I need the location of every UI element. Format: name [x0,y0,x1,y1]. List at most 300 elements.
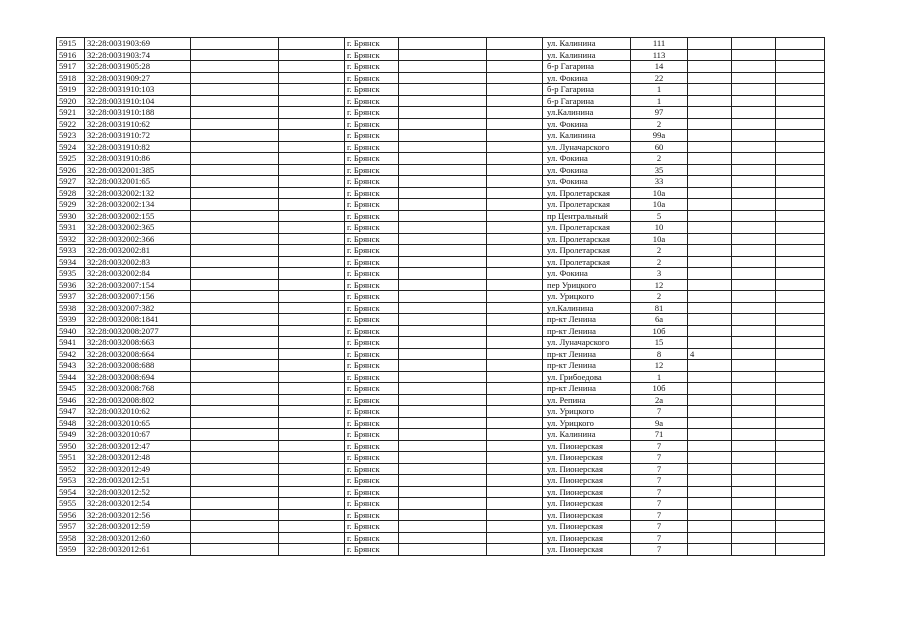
empty-cell [487,164,543,176]
cadastral-number: 32:28:0032002:132 [85,187,191,199]
table-row [57,279,825,291]
street-name: б-р Гагарина [543,84,631,96]
street-name: ул. Пионерская [543,532,631,544]
house-number: 113 [631,49,688,61]
empty-cell [191,199,279,211]
street-name: ул. Калинина [543,130,631,142]
street-name: ул. Калинина [543,38,631,50]
city-name: г. Брянск [345,291,399,303]
empty-cell [776,176,825,188]
empty-cell [732,199,776,211]
empty-cell [191,532,279,544]
extra-value [688,279,732,291]
empty-cell [732,176,776,188]
row-number: 5943 [57,360,85,372]
city-name: г. Брянск [345,130,399,142]
city-name: г. Брянск [345,107,399,119]
empty-cell [776,417,825,429]
extra-value [688,498,732,510]
house-number: 7 [631,521,688,533]
empty-cell [279,153,345,165]
table-row [57,95,825,107]
cadastral-number: 32:28:0032002:84 [85,268,191,280]
cadastral-number: 32:28:0031910:86 [85,153,191,165]
empty-cell [487,141,543,153]
empty-cell [487,291,543,303]
empty-cell [487,486,543,498]
extra-value [688,383,732,395]
house-number: 9а [631,417,688,429]
empty-cell [399,107,487,119]
empty-cell [399,429,487,441]
extra-value [688,187,732,199]
empty-cell [279,268,345,280]
table-row [57,417,825,429]
city-name: г. Брянск [345,394,399,406]
empty-cell [191,509,279,521]
cadastral-number: 32:28:0032002:366 [85,233,191,245]
empty-cell [191,49,279,61]
cadastral-number: 32:28:0031909:27 [85,72,191,84]
city-name: г. Брянск [345,61,399,73]
empty-cell [191,302,279,314]
empty-cell [191,475,279,487]
empty-cell [279,245,345,257]
house-number: 35 [631,164,688,176]
empty-cell [732,141,776,153]
empty-cell [487,325,543,337]
street-name: ул. Фокина [543,72,631,84]
empty-cell [487,429,543,441]
empty-cell [279,429,345,441]
empty-cell [399,360,487,372]
row-number: 5951 [57,452,85,464]
extra-value [688,406,732,418]
empty-cell [732,475,776,487]
empty-cell [487,417,543,429]
empty-cell [399,475,487,487]
row-number: 5957 [57,521,85,533]
city-name: г. Брянск [345,141,399,153]
empty-cell [732,394,776,406]
cadastral-number: 32:28:0032012:56 [85,509,191,521]
empty-cell [399,486,487,498]
city-name: г. Брянск [345,417,399,429]
row-number: 5932 [57,233,85,245]
extra-value [688,38,732,50]
city-name: г. Брянск [345,118,399,130]
row-number: 5953 [57,475,85,487]
street-name: ул. Урицкого [543,291,631,303]
extra-value [688,291,732,303]
empty-cell [399,38,487,50]
empty-cell [191,279,279,291]
empty-cell [487,394,543,406]
empty-cell [191,187,279,199]
empty-cell [279,348,345,360]
city-name: г. Брянск [345,199,399,211]
row-number: 5921 [57,107,85,119]
empty-cell [399,210,487,222]
street-name: ул. Калинина [543,429,631,441]
street-name: пр-кт Ленина [543,360,631,372]
row-number: 5956 [57,509,85,521]
house-number: 10а [631,199,688,211]
empty-cell [399,394,487,406]
empty-cell [487,463,543,475]
extra-value [688,153,732,165]
extra-value: 4 [688,348,732,360]
city-name: г. Брянск [345,463,399,475]
house-number: 3 [631,268,688,280]
empty-cell [279,371,345,383]
extra-value [688,199,732,211]
city-name: г. Брянск [345,222,399,234]
row-number: 5959 [57,544,85,556]
table-row [57,268,825,280]
empty-cell [776,187,825,199]
empty-cell [732,210,776,222]
empty-cell [732,233,776,245]
extra-value [688,118,732,130]
empty-cell [732,279,776,291]
extra-value [688,532,732,544]
cadastral-number: 32:28:0032008:694 [85,371,191,383]
table-row [57,521,825,533]
extra-value [688,245,732,257]
house-number: 7 [631,509,688,521]
empty-cell [732,130,776,142]
empty-cell [399,291,487,303]
table-row [57,360,825,372]
empty-cell [487,279,543,291]
cadastral-number: 32:28:0032008:664 [85,348,191,360]
city-name: г. Брянск [345,95,399,107]
row-number: 5925 [57,153,85,165]
empty-cell [399,348,487,360]
empty-cell [732,302,776,314]
empty-cell [399,72,487,84]
cadastral-number: 32:28:0032010:62 [85,406,191,418]
empty-cell [776,521,825,533]
city-name: г. Брянск [345,153,399,165]
empty-cell [487,302,543,314]
street-name: ул. Фокина [543,153,631,165]
empty-cell [776,107,825,119]
city-name: г. Брянск [345,245,399,257]
house-number: 7 [631,498,688,510]
extra-value [688,475,732,487]
empty-cell [487,118,543,130]
extra-value [688,394,732,406]
empty-cell [279,176,345,188]
table-row [57,107,825,119]
empty-cell [399,509,487,521]
table-row [57,406,825,418]
empty-cell [399,325,487,337]
street-name: ул. Пролетарская [543,222,631,234]
street-name: ул. Пионерская [543,463,631,475]
empty-cell [191,314,279,326]
empty-cell [399,279,487,291]
cadastral-number: 32:28:0032002:83 [85,256,191,268]
empty-cell [399,521,487,533]
house-number: 33 [631,176,688,188]
empty-cell [776,475,825,487]
empty-cell [279,61,345,73]
street-name: ул. Фокина [543,118,631,130]
table-row [57,429,825,441]
extra-value [688,107,732,119]
empty-cell [279,521,345,533]
empty-cell [399,406,487,418]
empty-cell [279,187,345,199]
row-number: 5926 [57,164,85,176]
empty-cell [487,199,543,211]
empty-cell [732,348,776,360]
extra-value [688,222,732,234]
table-row [57,394,825,406]
empty-cell [191,417,279,429]
house-number: 2 [631,153,688,165]
extra-value [688,486,732,498]
empty-cell [732,325,776,337]
cadastral-number: 32:28:0031910:103 [85,84,191,96]
cadastral-number: 32:28:0031910:82 [85,141,191,153]
cadastral-number: 32:28:0032008:768 [85,383,191,395]
cadastral-number: 32:28:0032012:59 [85,521,191,533]
street-name: б-р Гагарина [543,95,631,107]
empty-cell [732,486,776,498]
cadastral-number: 32:28:0032002:134 [85,199,191,211]
empty-cell [487,440,543,452]
empty-cell [776,245,825,257]
cadastral-number: 32:28:0031903:69 [85,38,191,50]
street-name: ул. Пролетарская [543,245,631,257]
empty-cell [191,256,279,268]
empty-cell [487,107,543,119]
city-name: г. Брянск [345,210,399,222]
empty-cell [191,141,279,153]
extra-value [688,521,732,533]
row-number: 5942 [57,348,85,360]
empty-cell [776,118,825,130]
empty-cell [487,371,543,383]
street-name: ул. Пионерская [543,475,631,487]
empty-cell [399,498,487,510]
empty-cell [279,222,345,234]
cadastral-number: 32:28:0031903:74 [85,49,191,61]
empty-cell [191,452,279,464]
empty-cell [776,394,825,406]
row-number: 5918 [57,72,85,84]
table-row [57,532,825,544]
cadastral-number: 32:28:0032012:52 [85,486,191,498]
row-number: 5934 [57,256,85,268]
row-number: 5955 [57,498,85,510]
extra-value [688,141,732,153]
empty-cell [487,95,543,107]
street-name: ул. Пионерская [543,486,631,498]
empty-cell [732,84,776,96]
empty-cell [487,153,543,165]
row-number: 5949 [57,429,85,441]
street-name: ул. Репина [543,394,631,406]
empty-cell [279,509,345,521]
table-row [57,371,825,383]
empty-cell [399,463,487,475]
empty-cell [399,176,487,188]
empty-cell [191,371,279,383]
table-row [57,49,825,61]
table-row [57,245,825,257]
empty-cell [191,176,279,188]
table-row [57,383,825,395]
empty-cell [776,429,825,441]
empty-cell [191,130,279,142]
empty-cell [732,544,776,556]
table-row [57,199,825,211]
street-name: ул. Урицкого [543,406,631,418]
empty-cell [732,222,776,234]
street-name: ул. Урицкого [543,417,631,429]
extra-value [688,544,732,556]
empty-cell [487,187,543,199]
table-row [57,256,825,268]
empty-cell [399,95,487,107]
street-name: ул. Пролетарская [543,256,631,268]
empty-cell [776,337,825,349]
extra-value [688,325,732,337]
city-name: г. Брянск [345,486,399,498]
street-name: ул. Луначарского [543,337,631,349]
empty-cell [732,440,776,452]
empty-cell [191,291,279,303]
empty-cell [191,394,279,406]
table-row [57,463,825,475]
city-name: г. Брянск [345,314,399,326]
empty-cell [487,38,543,50]
empty-cell [732,452,776,464]
table-row [57,72,825,84]
cadastral-number: 32:28:0032012:48 [85,452,191,464]
empty-cell [776,153,825,165]
empty-cell [776,279,825,291]
empty-cell [487,406,543,418]
city-name: г. Брянск [345,498,399,510]
row-number: 5940 [57,325,85,337]
street-name: ул. Грибоедова [543,371,631,383]
empty-cell [191,245,279,257]
city-name: г. Брянск [345,383,399,395]
house-number: 2 [631,245,688,257]
empty-cell [399,233,487,245]
table-row [57,153,825,165]
extra-value [688,61,732,73]
empty-cell [279,95,345,107]
street-name: ул. Пролетарская [543,199,631,211]
empty-cell [487,268,543,280]
empty-cell [279,164,345,176]
table-row [57,486,825,498]
city-name: г. Брянск [345,72,399,84]
empty-cell [279,544,345,556]
empty-cell [776,130,825,142]
empty-cell [732,107,776,119]
table-row [57,187,825,199]
empty-cell [399,130,487,142]
table-row [57,118,825,130]
cadastral-table [56,37,825,556]
empty-cell [279,199,345,211]
house-number: 7 [631,532,688,544]
empty-cell [732,417,776,429]
empty-cell [776,463,825,475]
house-number: 12 [631,279,688,291]
empty-cell [191,233,279,245]
empty-cell [776,49,825,61]
city-name: г. Брянск [345,302,399,314]
house-number: 2а [631,394,688,406]
street-name: ул. Пионерская [543,521,631,533]
empty-cell [191,348,279,360]
empty-cell [279,107,345,119]
empty-cell [732,314,776,326]
empty-cell [732,360,776,372]
house-number: 10а [631,187,688,199]
street-name: ул. Луначарского [543,141,631,153]
street-name: пр-кт Ленина [543,325,631,337]
empty-cell [191,486,279,498]
row-number: 5929 [57,199,85,211]
extra-value [688,463,732,475]
empty-cell [191,325,279,337]
empty-cell [191,463,279,475]
empty-cell [732,337,776,349]
empty-cell [487,544,543,556]
table-row [57,348,825,360]
empty-cell [279,486,345,498]
street-name: ул. Пионерская [543,509,631,521]
empty-cell [487,130,543,142]
house-number: 10б [631,325,688,337]
street-name: ул. Пионерская [543,498,631,510]
house-number: 81 [631,302,688,314]
cadastral-number: 32:28:0032008:2077 [85,325,191,337]
row-number: 5920 [57,95,85,107]
empty-cell [279,452,345,464]
table-row [57,141,825,153]
extra-value [688,233,732,245]
empty-cell [279,498,345,510]
cadastral-number: 32:28:0032010:65 [85,417,191,429]
row-number: 5947 [57,406,85,418]
empty-cell [776,325,825,337]
house-number: 1 [631,84,688,96]
empty-cell [191,521,279,533]
row-number: 5950 [57,440,85,452]
empty-cell [279,417,345,429]
table-row [57,337,825,349]
house-number: 2 [631,256,688,268]
empty-cell [279,210,345,222]
city-name: г. Брянск [345,360,399,372]
city-name: г. Брянск [345,268,399,280]
house-number: 15 [631,337,688,349]
cadastral-number: 32:28:0032012:51 [85,475,191,487]
empty-cell [191,38,279,50]
table-row [57,176,825,188]
